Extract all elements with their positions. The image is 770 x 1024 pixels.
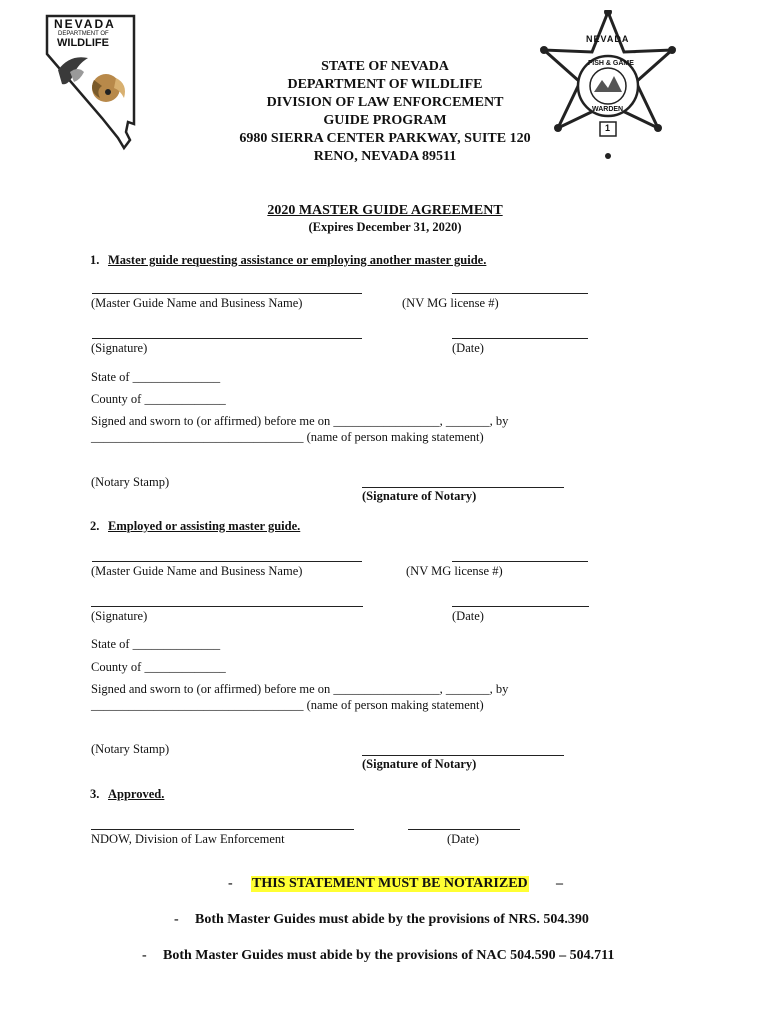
s2-notary-signature-caption: (Signature of Notary) <box>362 757 477 771</box>
section3-number: 3. <box>90 787 100 801</box>
section1-number: 1. <box>90 253 100 267</box>
s1-signature-line[interactable] <box>92 338 362 339</box>
section3-heading: Approved. <box>108 787 165 801</box>
s1-sworn-statement[interactable]: Signed and sworn to (or affirmed) before me on _________________, _______, by <box>91 414 509 428</box>
s2-notary-signature-line[interactable] <box>362 755 564 756</box>
document-title: 2020 MASTER GUIDE AGREEMENT <box>267 203 503 218</box>
note-1-tail: – <box>556 876 563 891</box>
s1-name-line[interactable] <box>92 293 362 294</box>
s2-name-line[interactable] <box>92 561 362 562</box>
s1-date-line[interactable] <box>452 338 588 339</box>
s3-date-caption: (Date) <box>447 832 479 846</box>
s1-notary-signature-line[interactable] <box>362 487 564 488</box>
section2-heading: Employed or assisting master guide. <box>108 519 301 533</box>
note-3-dash: - <box>142 948 147 963</box>
s1-license-line[interactable] <box>452 293 588 294</box>
s2-name-caption: (Master Guide Name and Business Name) <box>91 564 303 578</box>
s1-date-caption: (Date) <box>452 341 484 355</box>
header-line-1: STATE OF NEVADA <box>321 59 449 74</box>
s2-notary-stamp: (Notary Stamp) <box>91 742 170 756</box>
note-nac: Both Master Guides must abide by the provisions of NAC 504.590 – 504.711 <box>163 948 615 963</box>
note-1-dash: - <box>228 876 233 891</box>
s2-license-caption: (NV MG license #) <box>406 564 503 578</box>
note-2-dash: - <box>174 912 179 927</box>
s1-name-caption: (Master Guide Name and Business Name) <box>91 296 303 310</box>
badge-top-text: NEVADA <box>586 34 630 44</box>
badge-number: 1 <box>605 123 611 133</box>
s2-county-of[interactable]: County of _____________ <box>91 660 226 674</box>
document-subtitle: (Expires December 31, 2020) <box>308 220 462 234</box>
badge-bottom-text: WARDEN <box>592 106 624 113</box>
section1-heading: Master guide requesting assistance or employing another master guide. <box>108 253 487 267</box>
logo-line-1: NEVADA <box>54 17 116 31</box>
s2-person-statement[interactable]: __________________________________ (name of person making statement) <box>91 698 484 712</box>
header-line-5: 6980 SIERRA CENTER PARKWAY, SUITE 120 <box>239 131 531 146</box>
s3-date-line[interactable] <box>408 829 520 830</box>
section2-number: 2. <box>90 519 100 533</box>
s2-signature-line[interactable] <box>91 606 363 607</box>
logo-line-2: DEPARTMENT OF <box>58 31 109 37</box>
s1-notary-signature-caption: (Signature of Notary) <box>362 489 477 503</box>
s2-date-caption: (Date) <box>452 609 484 623</box>
note-notarized: THIS STATEMENT MUST BE NOTARIZED <box>252 876 528 891</box>
s2-license-line[interactable] <box>452 561 588 562</box>
s1-state-of[interactable]: State of ______________ <box>91 370 221 384</box>
s1-signature-caption: (Signature) <box>91 341 148 355</box>
s1-county-of[interactable]: County of _____________ <box>91 392 226 406</box>
s1-license-caption: (NV MG license #) <box>402 296 499 310</box>
s3-ndow-caption: NDOW, Division of Law Enforcement <box>91 832 285 846</box>
s2-state-of[interactable]: State of ______________ <box>91 637 221 651</box>
header-line-3: DIVISION OF LAW ENFORCEMENT <box>266 95 504 110</box>
header-line-4: GUIDE PROGRAM <box>323 113 447 128</box>
header-line-2: DEPARTMENT OF WILDLIFE <box>287 77 483 92</box>
note-nrs: Both Master Guides must abide by the provisions of NRS. 504.390 <box>195 912 589 927</box>
badge-ring-text: FISH & GAME <box>588 60 634 67</box>
s1-person-statement[interactable]: __________________________________ (name of person making statement) <box>91 430 484 444</box>
s2-sworn-statement[interactable]: Signed and sworn to (or affirmed) before me on _________________, _______, by <box>91 682 509 696</box>
s2-signature-caption: (Signature) <box>91 609 148 623</box>
s3-ndow-line[interactable] <box>91 829 354 830</box>
logo-line-3: WILDLIFE <box>57 37 109 49</box>
s1-notary-stamp: (Notary Stamp) <box>91 475 170 489</box>
s2-date-line[interactable] <box>452 606 589 607</box>
header-line-6: RENO, NEVADA 89511 <box>313 149 457 164</box>
